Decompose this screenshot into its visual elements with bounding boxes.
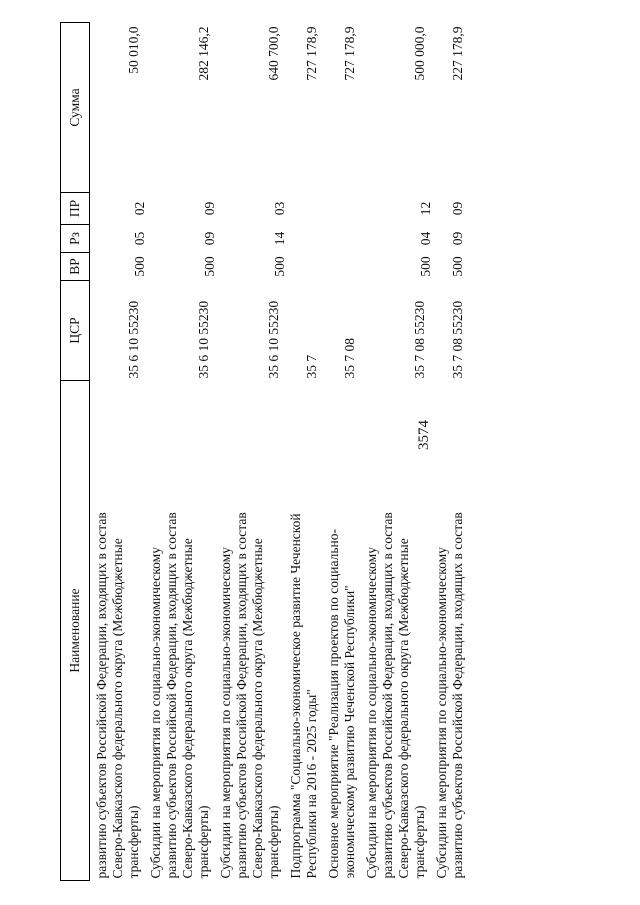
row-csr: 35 7 08 55230 <box>412 300 427 379</box>
row-name <box>218 381 288 881</box>
row-pr: 09 <box>450 201 465 216</box>
name-line: развитию субъектов Российской Федерации, входящих в состав <box>380 512 395 879</box>
row-rz <box>326 225 364 253</box>
row-pr: 09 <box>202 201 217 216</box>
row-name <box>288 381 326 881</box>
row-name <box>90 381 149 881</box>
row-vr: 500 <box>202 256 217 277</box>
name-line: трансферты) <box>412 805 427 879</box>
row-name <box>434 381 466 881</box>
row-rz: 05 <box>132 231 147 246</box>
table-row <box>364 23 434 881</box>
row-sum: 227 178,9 <box>450 26 465 81</box>
row-rz: 04 <box>418 231 433 246</box>
name-line: Основное мероприятие "Реализация проектов по социально- <box>326 529 341 879</box>
header-rz: Рз <box>61 225 90 253</box>
name-line: трансферты) <box>126 805 141 879</box>
row-vr <box>326 253 364 281</box>
row-name <box>326 381 364 881</box>
row-name <box>148 381 218 881</box>
name-line: развитию субъектов Российской Федерации, входящих в состав <box>164 512 179 879</box>
row-rz: 14 <box>272 231 287 246</box>
table-row <box>288 23 326 881</box>
table-row <box>218 23 288 881</box>
row-csr: 35 7 08 <box>342 338 357 379</box>
name-line: Северо-Кавказского федерального округа (Межбюджетные <box>396 538 411 879</box>
row-vr: 500 <box>450 256 465 277</box>
name-line: развитию субъектов Российской Федерации, входящих в состав <box>450 512 465 879</box>
table-row <box>434 23 466 881</box>
name-line: Субсидии на мероприятия по социально-экономическому <box>218 547 233 879</box>
row-rz: 09 <box>202 231 217 246</box>
row-csr: 35 7 08 55230 <box>450 300 465 379</box>
table-row <box>148 23 218 881</box>
row-sum: 640 700,0 <box>266 26 281 81</box>
row-pr: 02 <box>132 201 147 216</box>
name-line: Северо-Кавказского федерального округа (Межбюджетные <box>250 538 265 879</box>
name-line: Северо-Кавказского федерального округа (Межбюджетные <box>110 538 125 879</box>
budget-table <box>60 22 466 881</box>
name-line: развитию субъектов Российской Федерации, входящих в состав <box>94 512 109 879</box>
row-sum: 50 010,0 <box>126 26 141 74</box>
page-number: 3574 <box>416 420 432 450</box>
row-rz <box>288 225 326 253</box>
table-row <box>90 23 149 881</box>
row-sum: 727 178,9 <box>304 26 319 81</box>
row-pr: 12 <box>418 201 433 216</box>
row-sum: 282 146,2 <box>196 26 211 81</box>
row-vr <box>288 253 326 281</box>
name-line: Подпрограмма "Социально-экономическое развитие Чеченской <box>288 513 303 879</box>
row-rz: 09 <box>450 231 465 246</box>
row-csr: 35 6 10 55230 <box>196 300 211 379</box>
row-pr: 03 <box>272 201 287 216</box>
table-header-row <box>61 23 90 881</box>
row-csr: 35 7 <box>304 354 319 379</box>
name-line: развитию субъектов Российской Федерации, входящих в состав <box>234 512 249 879</box>
header-sum: Сумма <box>61 23 90 193</box>
row-vr: 500 <box>132 256 147 277</box>
name-line: экономическому развитию Чеченской Республики" <box>342 585 357 879</box>
header-vr: ВР <box>61 253 90 281</box>
row-pr <box>326 193 364 225</box>
header-csr: ЦСР <box>61 281 90 381</box>
row-vr: 500 <box>272 256 287 277</box>
row-csr: 35 6 10 55230 <box>126 300 141 379</box>
header-name: Наименование <box>61 381 90 881</box>
row-sum: 500 000,0 <box>412 26 427 81</box>
name-line: Субсидии на мероприятия по социально-экономическому <box>364 547 379 879</box>
name-line: Субсидии на мероприятия по социально-экономическому <box>434 547 449 879</box>
table-row <box>326 23 364 881</box>
name-line: Республики на 2016 - 2025 годы" <box>304 689 319 879</box>
row-name <box>364 381 434 881</box>
row-vr: 500 <box>418 256 433 277</box>
name-line: трансферты) <box>266 805 281 879</box>
name-line: Субсидии на мероприятия по социально-экономическому <box>148 547 163 879</box>
name-line: Северо-Кавказского федерального округа (Межбюджетные <box>180 538 195 879</box>
name-line: трансферты) <box>196 805 211 879</box>
row-sum: 727 178,9 <box>342 26 357 81</box>
header-pr: ПР <box>61 193 90 225</box>
row-pr <box>288 193 326 225</box>
row-csr: 35 6 10 55230 <box>266 300 281 379</box>
